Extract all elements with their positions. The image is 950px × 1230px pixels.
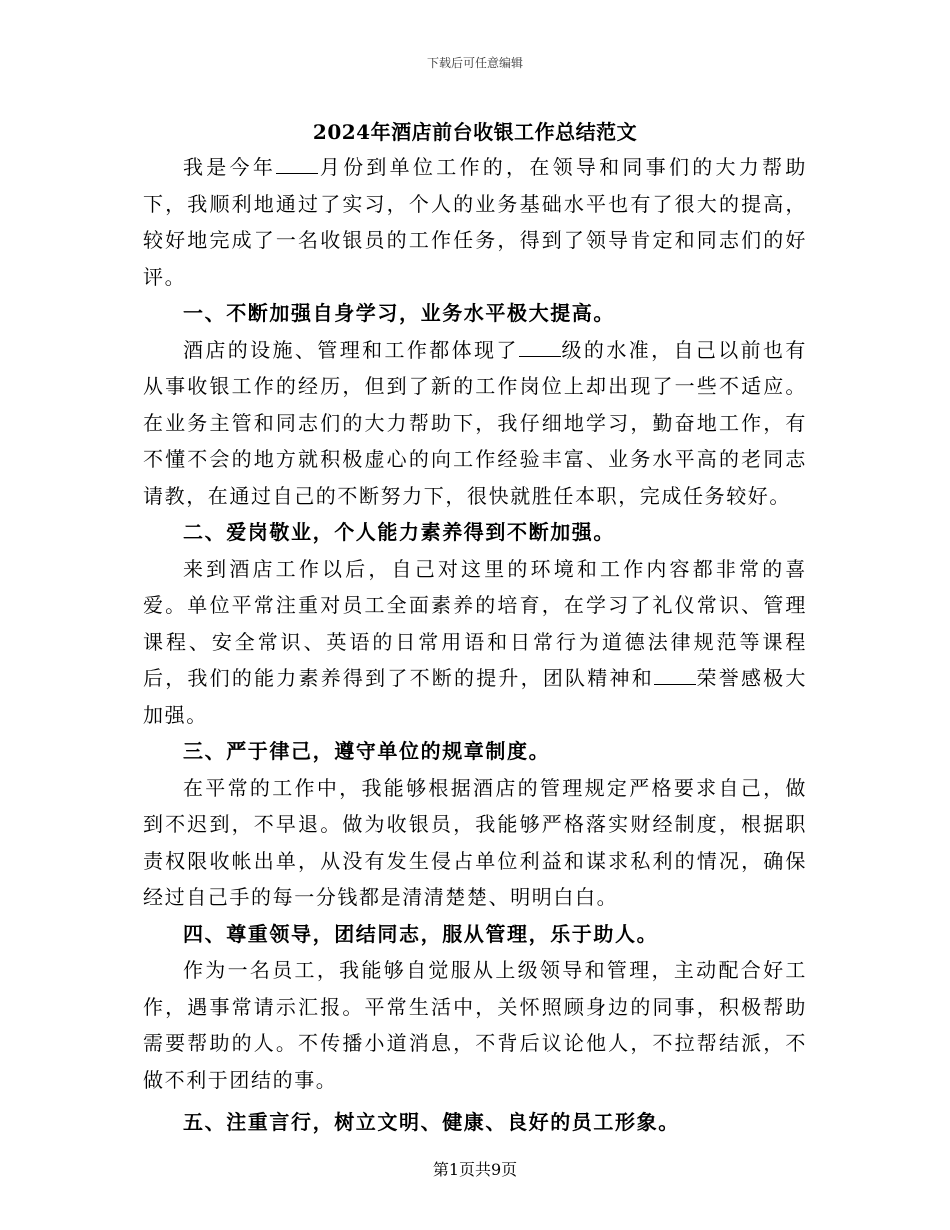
fill-in-blank	[654, 666, 696, 685]
fill-in-blank	[519, 338, 561, 357]
section-2-heading: 二、爱岗敬业，个人能力素养得到不断加强。	[183, 520, 615, 544]
section-3-body: 在平常的工作中，我能够根据酒店的管理规定严格要求自己，做到不迟到，不早退。做为收银员，我能够严格落实财经制度，根据职责权限收帐出单，从没有发生侵占单位利益和谋求私利的情况，确保经过自己手的每一分钱都是清清楚楚、明明白白。	[143, 775, 807, 909]
document-body	[143, 149, 807, 1141]
section-1-body	[143, 332, 807, 515]
section-2-text-start: 来到酒店工作以后，自己对这里的环境和工作内容都非常的喜爱。单位平常注重对员工全面素养的培育，在学习了礼仪常识、管理课程、安全常识、英语的日常用语和日常行为道德法律规范等课程后，我们的能力素养得到了不断的提升，团队精神和	[143, 556, 807, 690]
section-1-text-end: 级的水准，自己以前也有从事收银工作的经历，但到了新的工作岗位上却出现了一些不适应。在业务主管和同志们的大力帮助下，我仔细地学习，勤奋地工作，有不懂不会的地方就积极虚心的向工作经验丰富、业务水平高的老同志请教，在通过自己的不断努力下，很快就胜任本职，完成任务较好。	[143, 337, 807, 508]
section-1-heading: 一、不断加强自身学习，业务水平极大提高。	[183, 301, 615, 325]
intro-text-start: 我是今年	[183, 155, 277, 179]
header-note: 下载后可任意编辑	[426, 56, 523, 70]
section-2-body	[143, 551, 807, 734]
section-2-text-end: 荣誉感极大加强。	[143, 666, 807, 727]
intro-text-end: 月份到单位工作的，在领导和同事们的大力帮助下，我顺利地通过了实习，个人的业务基础水平也有了很大的提高，较好地完成了一名收银员的工作任务，得到了领导肯定和同志们的好评。	[143, 155, 807, 289]
fill-in-blank	[276, 155, 318, 174]
section-3-heading: 三、严于律己，遵守单位的规章制度。	[183, 739, 551, 763]
section-4-heading: 四、尊重领导，团结同志，服从管理，乐于助人。	[183, 921, 659, 946]
section-4-body: 作为一名员工，我能够自觉服从上级领导和管理，主动配合好工作，遇事常请示汇报。平常生活中，关怀照顾身边的同事，积极帮助需要帮助的人。不传播小道消息，不背后议论他人，不拉帮结派，不做不利于团结的事。	[143, 958, 807, 1092]
document-title: 2024年酒店前台收银工作总结范文	[312, 120, 638, 144]
intro-paragraph	[143, 149, 807, 295]
section-1-text-start: 酒店的设施、管理和工作都体现了	[183, 337, 519, 362]
page-footer: 第1页共9页	[432, 1160, 518, 1179]
section-5-heading: 五、注重言行，树立文明、健康、良好的员工形象。	[183, 1110, 680, 1134]
